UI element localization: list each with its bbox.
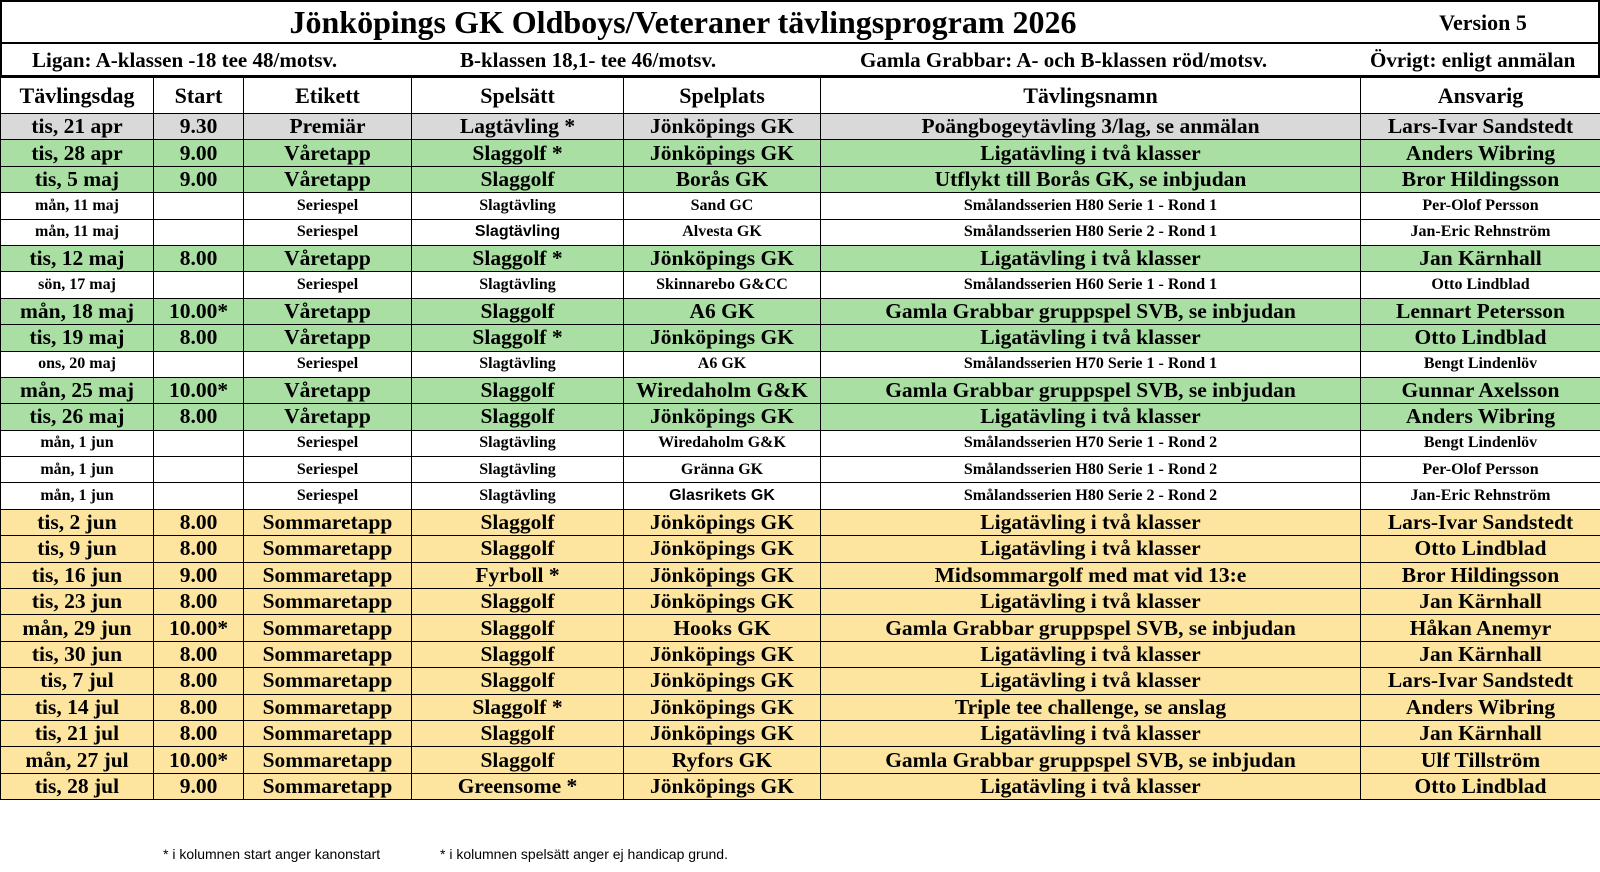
start-cell: 9.00 bbox=[154, 562, 244, 588]
table-row bbox=[1, 773, 1600, 799]
label-cell: Seriespel bbox=[244, 430, 412, 456]
venue-cell: Jönköpings GK bbox=[624, 562, 821, 588]
competition-name-cell: Ligatävling i två klasser bbox=[821, 245, 1361, 271]
format-cell: Lagtävling * bbox=[412, 114, 624, 140]
responsible-cell: Anders Wibring bbox=[1361, 140, 1600, 166]
label-cell: Våretapp bbox=[244, 298, 412, 324]
page-title: Jönköpings GK Oldboys/Veteraner tävlingsprogram 2026 bbox=[289, 4, 1077, 40]
venue-cell: Jönköpings GK bbox=[624, 404, 821, 430]
responsible-cell: Ulf Tillström bbox=[1361, 747, 1600, 773]
column-header: Spelplats bbox=[624, 78, 821, 114]
table-row bbox=[1, 615, 1600, 641]
responsible-cell: Jan Kärnhall bbox=[1361, 589, 1600, 615]
date-cell: mån, 25 maj bbox=[1, 377, 154, 403]
venue-cell: Ryfors GK bbox=[624, 747, 821, 773]
start-cell bbox=[154, 430, 244, 456]
responsible-cell: Håkan Anemyr bbox=[1361, 615, 1600, 641]
label-cell: Våretapp bbox=[244, 377, 412, 403]
info-league-b: B-klassen 18,1- tee 46/motsv. bbox=[460, 48, 717, 72]
responsible-cell: Lars-Ivar Sandstedt bbox=[1361, 509, 1600, 535]
date-cell: tis, 9 jun bbox=[1, 536, 154, 562]
table-row bbox=[1, 589, 1600, 615]
format-cell: Slaggolf bbox=[412, 615, 624, 641]
format-cell: Slaggolf bbox=[412, 166, 624, 192]
label-cell: Våretapp bbox=[244, 166, 412, 192]
competition-name-cell: Ligatävling i två klasser bbox=[821, 720, 1361, 746]
responsible-cell: Otto Lindblad bbox=[1361, 536, 1600, 562]
label-cell: Premiär bbox=[244, 114, 412, 140]
start-cell: 8.00 bbox=[154, 509, 244, 535]
competition-name-cell: Utflykt till Borås GK, se inbjudan bbox=[821, 166, 1361, 192]
start-cell: 9.00 bbox=[154, 773, 244, 799]
start-cell: 8.00 bbox=[154, 641, 244, 667]
start-cell: 9.00 bbox=[154, 166, 244, 192]
venue-cell: Gränna GK bbox=[624, 457, 821, 483]
competition-name-cell: Gamla Grabbar gruppspel SVB, se inbjudan bbox=[821, 298, 1361, 324]
date-cell: ons, 20 maj bbox=[1, 351, 154, 377]
format-cell: Slagtävling bbox=[412, 430, 624, 456]
table-row bbox=[1, 694, 1600, 720]
label-cell: Sommaretapp bbox=[244, 615, 412, 641]
table-row bbox=[1, 404, 1600, 430]
table-row bbox=[1, 298, 1600, 324]
format-cell: Slagtävling bbox=[412, 351, 624, 377]
venue-cell: Borås GK bbox=[624, 166, 821, 192]
venue-cell: Sand GC bbox=[624, 193, 821, 219]
responsible-cell: Otto Lindblad bbox=[1361, 325, 1600, 351]
label-cell: Våretapp bbox=[244, 404, 412, 430]
venue-cell: Jönköpings GK bbox=[624, 668, 821, 694]
table-row bbox=[1, 536, 1600, 562]
venue-cell: Jönköpings GK bbox=[624, 114, 821, 140]
competition-name-cell: Smålandsserien H60 Serie 1 - Rond 1 bbox=[821, 272, 1361, 298]
format-cell: Slaggolf bbox=[412, 589, 624, 615]
start-cell: 8.00 bbox=[154, 720, 244, 746]
start-cell: 9.00 bbox=[154, 140, 244, 166]
table-row bbox=[1, 140, 1600, 166]
responsible-cell: Bror Hildingsson bbox=[1361, 562, 1600, 588]
format-cell: Slaggolf * bbox=[412, 140, 624, 166]
table-row bbox=[1, 668, 1600, 694]
start-cell: 8.00 bbox=[154, 694, 244, 720]
venue-cell: Jönköpings GK bbox=[624, 325, 821, 351]
label-cell: Sommaretapp bbox=[244, 694, 412, 720]
format-cell: Fyrboll * bbox=[412, 562, 624, 588]
table-row bbox=[1, 509, 1600, 535]
responsible-cell: Per-Olof Persson bbox=[1361, 193, 1600, 219]
format-cell: Slaggolf bbox=[412, 747, 624, 773]
responsible-cell: Lennart Petersson bbox=[1361, 298, 1600, 324]
start-cell: 8.00 bbox=[154, 325, 244, 351]
info-other: Övrigt: enligt anmälan bbox=[1370, 48, 1576, 72]
competition-name-cell: Smålandsserien H80 Serie 2 - Rond 2 bbox=[821, 483, 1361, 509]
venue-cell: Wiredaholm G&K bbox=[624, 430, 821, 456]
venue-cell: Jönköpings GK bbox=[624, 694, 821, 720]
table-row bbox=[1, 377, 1600, 403]
start-cell: 8.00 bbox=[154, 668, 244, 694]
label-cell: Sommaretapp bbox=[244, 720, 412, 746]
responsible-cell: Anders Wibring bbox=[1361, 694, 1600, 720]
start-cell bbox=[154, 457, 244, 483]
start-cell: 9.30 bbox=[154, 114, 244, 140]
date-cell: tis, 7 jul bbox=[1, 668, 154, 694]
label-cell: Seriespel bbox=[244, 272, 412, 298]
start-cell bbox=[154, 483, 244, 509]
competition-name-cell: Ligatävling i två klasser bbox=[821, 509, 1361, 535]
table-row bbox=[1, 245, 1600, 271]
table-row bbox=[1, 193, 1600, 219]
date-cell: tis, 28 apr bbox=[1, 140, 154, 166]
competition-name-cell: Smålandsserien H80 Serie 1 - Rond 1 bbox=[821, 193, 1361, 219]
venue-cell: Jönköpings GK bbox=[624, 245, 821, 271]
date-cell: tis, 30 jun bbox=[1, 641, 154, 667]
competition-name-cell: Midsommargolf med mat vid 13:e bbox=[821, 562, 1361, 588]
responsible-cell: Jan-Eric Rehnström bbox=[1361, 483, 1600, 509]
responsible-cell: Jan Kärnhall bbox=[1361, 641, 1600, 667]
label-cell: Sommaretapp bbox=[244, 589, 412, 615]
start-cell: 8.00 bbox=[154, 245, 244, 271]
label-cell: Sommaretapp bbox=[244, 509, 412, 535]
class-info-row bbox=[0, 44, 1600, 77]
venue-cell: Alvesta GK bbox=[624, 219, 821, 245]
format-cell: Slaggolf * bbox=[412, 245, 624, 271]
venue-cell: A6 GK bbox=[624, 298, 821, 324]
table-row bbox=[1, 114, 1600, 140]
start-cell bbox=[154, 193, 244, 219]
start-cell bbox=[154, 219, 244, 245]
competition-name-cell: Ligatävling i två klasser bbox=[821, 641, 1361, 667]
label-cell: Våretapp bbox=[244, 325, 412, 351]
footnote-spelsatt: * i kolumnen spelsätt anger ej handicap grund. bbox=[440, 846, 728, 862]
label-cell: Våretapp bbox=[244, 245, 412, 271]
competition-name-cell: Smålandsserien H70 Serie 1 - Rond 2 bbox=[821, 430, 1361, 456]
start-cell: 10.00* bbox=[154, 377, 244, 403]
competition-name-cell: Smålandsserien H80 Serie 1 - Rond 2 bbox=[821, 457, 1361, 483]
date-cell: tis, 12 maj bbox=[1, 245, 154, 271]
date-cell: mån, 29 jun bbox=[1, 615, 154, 641]
label-cell: Seriespel bbox=[244, 483, 412, 509]
start-cell: 8.00 bbox=[154, 536, 244, 562]
date-cell: tis, 21 apr bbox=[1, 114, 154, 140]
responsible-cell: Gunnar Axelsson bbox=[1361, 377, 1600, 403]
start-cell bbox=[154, 272, 244, 298]
format-cell: Slagtävling bbox=[412, 483, 624, 509]
date-cell: tis, 26 maj bbox=[1, 404, 154, 430]
table-body bbox=[1, 114, 1600, 800]
date-cell: tis, 14 jul bbox=[1, 694, 154, 720]
venue-cell: Jönköpings GK bbox=[624, 140, 821, 166]
label-cell: Våretapp bbox=[244, 140, 412, 166]
format-cell: Slaggolf bbox=[412, 298, 624, 324]
format-cell: Slaggolf * bbox=[412, 325, 624, 351]
responsible-cell: Anders Wibring bbox=[1361, 404, 1600, 430]
responsible-cell: Jan Kärnhall bbox=[1361, 245, 1600, 271]
responsible-cell: Bengt Lindenlöv bbox=[1361, 430, 1600, 456]
format-cell: Slaggolf bbox=[412, 404, 624, 430]
format-cell: Slaggolf bbox=[412, 377, 624, 403]
venue-cell: Jönköpings GK bbox=[624, 641, 821, 667]
table-row bbox=[1, 483, 1600, 509]
date-cell: tis, 5 maj bbox=[1, 166, 154, 192]
date-cell: tis, 19 maj bbox=[1, 325, 154, 351]
date-cell: mån, 18 maj bbox=[1, 298, 154, 324]
competition-name-cell: Ligatävling i två klasser bbox=[821, 404, 1361, 430]
responsible-cell: Lars-Ivar Sandstedt bbox=[1361, 668, 1600, 694]
format-cell: Slagtävling bbox=[412, 193, 624, 219]
table-row bbox=[1, 166, 1600, 192]
format-cell: Slagtävling bbox=[412, 219, 624, 245]
responsible-cell: Bror Hildingsson bbox=[1361, 166, 1600, 192]
table-row bbox=[1, 720, 1600, 746]
responsible-cell: Bengt Lindenlöv bbox=[1361, 351, 1600, 377]
label-cell: Seriespel bbox=[244, 219, 412, 245]
responsible-cell: Lars-Ivar Sandstedt bbox=[1361, 114, 1600, 140]
venue-cell: Jönköpings GK bbox=[624, 536, 821, 562]
venue-cell: Jönköpings GK bbox=[624, 773, 821, 799]
competition-name-cell: Gamla Grabbar gruppspel SVB, se inbjudan bbox=[821, 747, 1361, 773]
date-cell: mån, 11 maj bbox=[1, 193, 154, 219]
format-cell: Slagtävling bbox=[412, 457, 624, 483]
label-cell: Sommaretapp bbox=[244, 641, 412, 667]
competition-name-cell: Ligatävling i två klasser bbox=[821, 325, 1361, 351]
format-cell: Slaggolf * bbox=[412, 694, 624, 720]
info-league-a: Ligan: A-klassen -18 tee 48/motsv. bbox=[32, 48, 338, 72]
format-cell: Greensome * bbox=[412, 773, 624, 799]
table-row bbox=[1, 325, 1600, 351]
table-row bbox=[1, 219, 1600, 245]
competition-table bbox=[0, 77, 1600, 800]
date-cell: tis, 23 jun bbox=[1, 589, 154, 615]
info-old-boys: Gamla Grabbar: A- och B-klassen röd/motsv. bbox=[860, 48, 1268, 72]
venue-cell: Wiredaholm G&K bbox=[624, 377, 821, 403]
label-cell: Seriespel bbox=[244, 457, 412, 483]
table-row bbox=[1, 747, 1600, 773]
competition-name-cell: Smålandsserien H70 Serie 1 - Rond 1 bbox=[821, 351, 1361, 377]
start-cell: 8.00 bbox=[154, 404, 244, 430]
competition-name-cell: Ligatävling i två klasser bbox=[821, 668, 1361, 694]
venue-cell: Skinnarebo G&CC bbox=[624, 272, 821, 298]
competition-name-cell: Gamla Grabbar gruppspel SVB, se inbjudan bbox=[821, 615, 1361, 641]
venue-cell: Hooks GK bbox=[624, 615, 821, 641]
competition-name-cell: Triple tee challenge, se anslag bbox=[821, 694, 1361, 720]
date-cell: tis, 21 jul bbox=[1, 720, 154, 746]
responsible-cell: Per-Olof Persson bbox=[1361, 457, 1600, 483]
responsible-cell: Jan-Eric Rehnström bbox=[1361, 219, 1600, 245]
date-cell: sön, 17 maj bbox=[1, 272, 154, 298]
label-cell: Sommaretapp bbox=[244, 668, 412, 694]
venue-cell: Jönköpings GK bbox=[624, 509, 821, 535]
date-cell: tis, 28 jul bbox=[1, 773, 154, 799]
label-cell: Sommaretapp bbox=[244, 536, 412, 562]
competition-name-cell: Ligatävling i två klasser bbox=[821, 140, 1361, 166]
table-header-row bbox=[1, 78, 1600, 114]
format-cell: Slagtävling bbox=[412, 272, 624, 298]
format-cell: Slaggolf bbox=[412, 720, 624, 746]
table-row bbox=[1, 272, 1600, 298]
label-cell: Seriespel bbox=[244, 351, 412, 377]
format-cell: Slaggolf bbox=[412, 641, 624, 667]
date-cell: mån, 1 jun bbox=[1, 457, 154, 483]
venue-cell: Jönköpings GK bbox=[624, 589, 821, 615]
venue-cell: Glasrikets GK bbox=[624, 483, 821, 509]
format-cell: Slaggolf bbox=[412, 509, 624, 535]
label-cell: Sommaretapp bbox=[244, 747, 412, 773]
date-cell: mån, 1 jun bbox=[1, 430, 154, 456]
table-row bbox=[1, 562, 1600, 588]
date-cell: mån, 11 maj bbox=[1, 219, 154, 245]
start-cell: 8.00 bbox=[154, 589, 244, 615]
responsible-cell: Jan Kärnhall bbox=[1361, 720, 1600, 746]
date-cell: tis, 16 jun bbox=[1, 562, 154, 588]
format-cell: Slaggolf bbox=[412, 668, 624, 694]
venue-cell: Jönköpings GK bbox=[624, 720, 821, 746]
competition-name-cell: Ligatävling i två klasser bbox=[821, 773, 1361, 799]
competition-name-cell: Gamla Grabbar gruppspel SVB, se inbjudan bbox=[821, 377, 1361, 403]
competition-name-cell: Ligatävling i två klasser bbox=[821, 589, 1361, 615]
column-header: Spelsätt bbox=[412, 78, 624, 114]
competition-name-cell: Smålandsserien H80 Serie 2 - Rond 1 bbox=[821, 219, 1361, 245]
column-header: Etikett bbox=[244, 78, 412, 114]
label-cell: Seriespel bbox=[244, 193, 412, 219]
title-row bbox=[0, 0, 1600, 44]
column-header: Ansvarig bbox=[1361, 78, 1600, 114]
label-cell: Sommaretapp bbox=[244, 562, 412, 588]
date-cell: mån, 1 jun bbox=[1, 483, 154, 509]
format-cell: Slaggolf bbox=[412, 536, 624, 562]
responsible-cell: Otto Lindblad bbox=[1361, 773, 1600, 799]
start-cell bbox=[154, 351, 244, 377]
date-cell: tis, 2 jun bbox=[1, 509, 154, 535]
venue-cell: A6 GK bbox=[624, 351, 821, 377]
version-label: Version 5 bbox=[1439, 10, 1527, 35]
column-header: Tävlingsdag bbox=[1, 78, 154, 114]
start-cell: 10.00* bbox=[154, 615, 244, 641]
competition-name-cell: Poängbogeytävling 3/lag, se anmälan bbox=[821, 114, 1361, 140]
start-cell: 10.00* bbox=[154, 747, 244, 773]
responsible-cell: Otto Lindblad bbox=[1361, 272, 1600, 298]
column-header: Tävlingsnamn bbox=[821, 78, 1361, 114]
table-row bbox=[1, 641, 1600, 667]
start-cell: 10.00* bbox=[154, 298, 244, 324]
competition-name-cell: Ligatävling i två klasser bbox=[821, 536, 1361, 562]
footnote-start: * i kolumnen start anger kanonstart bbox=[163, 846, 381, 862]
table-row bbox=[1, 457, 1600, 483]
table-row bbox=[1, 430, 1600, 456]
label-cell: Sommaretapp bbox=[244, 773, 412, 799]
date-cell: mån, 27 jul bbox=[1, 747, 154, 773]
table-row bbox=[1, 351, 1600, 377]
column-header: Start bbox=[154, 78, 244, 114]
